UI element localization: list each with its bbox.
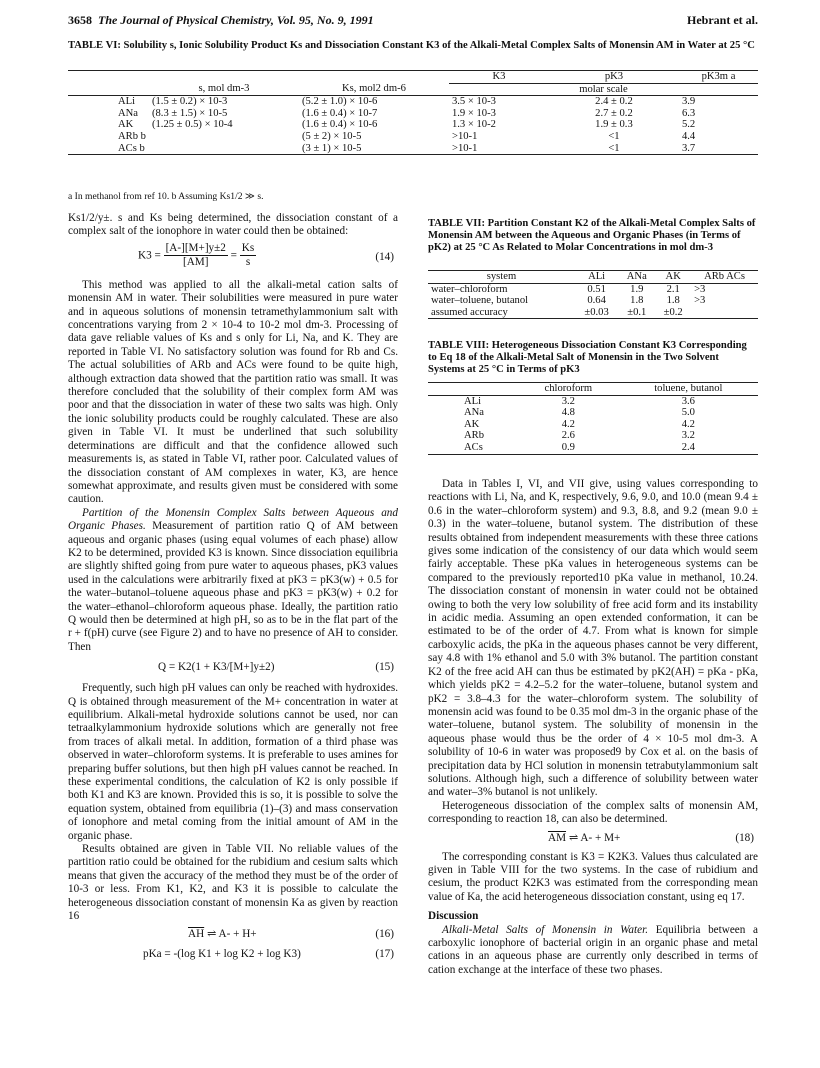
running-header (68, 14, 758, 27)
paragraph: Partition of the Monensin Complex Salts between Aqueous and Organic Phases. Measurement of partition ratio Q of AM between aqueous and organic phases (using equal volumes of each phase) allow K2 to be determined, provided K3 is known. Since dissociation equilibria are slightly shifted going from pure water to aqueous phases, pK3 values used in the calculations were arbitrarily fixed at pK3 = pK3(w) + 0.5 for the water–butanol–toluene aqueous phase and pK3 = pK3(w) + 0.2 for the water–ethanol–chloroform aqueous phase. Ideally, the partition ratio Q would then be determined at high pH, so as to be in the flat part of the r + f(pH) curve (see Figure 2) and to have no presence of AH to consider. Then (68, 506, 398, 653)
section-heading: Discussion (428, 910, 479, 923)
table7: system ALi ANa AK ARb ACs water–chloroform 0.51 1.9 2.1 >3 water–toluene, butanol 0.64 1.8 1.8 >3 assumed accuracy ±0.03 ±0.1 ±0.2 (428, 270, 758, 319)
table6-head-pk3m: pK3m a (679, 71, 758, 84)
table-row: ARb b (5 ± 2) × 10-5 >10-1 <1 4.4 (118, 130, 696, 142)
table-row: water–chloroform 0.51 1.9 2.1 >3 (431, 283, 706, 295)
paragraph: This method was applied to all the alkali-metal cation salts of monensin AM in water. Their solubilities were measured in pure water and in aqueous solutions of monensin tetramethylammonium salt with concentrations varying from 2 × 10-4 to 10-2 mol dm-3. Processing of data gave reliable values of Ks and s only for Li, Na, and K. They are reported in Table VI. No satisfactory solution was found for Rb and Cs. The actual solubilities of ARb and ACs were found to be quite high, although extraction data showed that the partition ratio was small. It was therefore concluded that the solubility of their complex form AM was poor and that the dissociation in water of these two salts was high. Only the ionic solubility products could be roughly calculated. These are also given in Table VI. It must be underlined that such solubility determinations are difficult and that the confidence allowed such measurements is, as stated in Table VI, rather poor. Calculated values of the dissociation constant of AM complexes in water, K3, are hence somewhat approximate, and results given must be considered with some caution. (68, 278, 398, 506)
table-row: ANa (8.3 ± 1.5) × 10-5 (1.6 ± 0.4) × 10-7 1.9 × 10-3 2.7 ± 0.2 6.3 (118, 107, 696, 119)
authors: Hebrant et al. (687, 13, 758, 27)
journal-name: The Journal of Physical Chemistry, Vol. 95, No. 9, 1991 (98, 13, 374, 27)
paragraph: Frequently, such high pH values can only be reached with hydroxides. Q is obtained through measurement of the M+ concentration in water at equilibrium. Alkali-metal hydroxide solutions cannot be used, nor can tetraalkylammonium hydroxide solutions which are generally not free from traces of alkali metal. In addition, formation of a third phase was observed in water–chloroform systems. It is preferable to uses amines for preparing buffer solutions, but then high pH values cannot be reached. In these experimental conditions, the calculation of K2 is only possible if both K1 and K3 are known. Provided this is so, it is possible to solve the equation system, obtained from equilibria (1)–(3) and mass conservation of ionophore and metal coming from the initial amount of AM in the organic phase. (68, 682, 398, 842)
table6-head-k3: K3 (449, 71, 549, 84)
table6-head-s: s, mol dm-3 (198, 83, 250, 95)
table6-caption: TABLE VI: Solubility s, Ionic Solubility Product Ks and Dissociation Constant K3 of the Alkali-Metal Complex Salts of Monensin AM in Water at 25 °C (68, 40, 755, 51)
table6-footnote: a In methanol from ref 10. b Assuming Ks1/2 ≫ s. (68, 191, 264, 202)
equation-15: Q = K2(1 + K3/[M+]y±2) (15) (158, 661, 394, 674)
page-number: 3658 (68, 13, 92, 27)
table-row: ANa 4.8 5.0 (464, 407, 695, 419)
table7-caption: TABLE VII: Partition Constant K2 of the Alkali-Metal Complex Salts of Monensin AM between the Aqueous and Organic Phases (in Terms of pK2) at 25 °C As Related to Molar Concentrations in mol dm-3 (428, 218, 756, 253)
paragraph: Heterogeneous dissociation of the complex salts of monensin AM, corresponding to reaction 18, can also be determined. (428, 799, 758, 826)
table-row: ACs 0.9 2.4 (428, 442, 758, 454)
paragraph: The corresponding constant is K3 = K2K3. Values thus calculated are given in Table VIII for the two systems. In the case of rubidium and cesium, the product K2K3 was estimated from the corresponding mean value of Ka, the acid heterogeneous dissociation constant, using eq 17. (428, 850, 758, 903)
table-row: assumed accuracy ±0.03 ±0.1 ±0.2 (428, 307, 758, 319)
table6-head-molar: molar scale (579, 83, 628, 95)
table-row: ARb 2.6 3.2 (464, 430, 695, 442)
table6-head-pk3: pK3 (549, 71, 679, 84)
paragraph: Alkali-Metal Salts of Monensin in Water. Equilibria between a carboxylic ionophore of bacterial origin in an organic phase and metal cations in an aqueous phase are currently only described in terms of cation exchange at the interface of these two phases. (428, 923, 758, 976)
table-row: ALi 3.2 3.6 (464, 395, 695, 407)
equation-18: $\overline{AM}$ ⇌ A- + M+ (18) (548, 831, 754, 844)
table-row: water–toluene, butanol 0.64 1.8 1.8 >3 (431, 295, 706, 307)
right-column (428, 478, 758, 977)
table6 (68, 70, 758, 155)
paragraph: Results obtained are given in Table VII. No reliable values of the partition ratio could be obtained for the rubidium and cesium salts which means that given the accuracy of the method they must be of the order of 10-3 or less. From K1, K2, and K3 it is possible to calculate the heterogeneous dissociation constant of monensin Ka as given by reaction 16 (68, 843, 398, 923)
paragraph: Ks1/2/y±. s and Ks being determined, the dissociation constant of a complex salt of the ionophore in water could then be obtained: (68, 212, 398, 238)
left-column (68, 212, 398, 968)
table-row: AK (1.25 ± 0.5) × 10-4 (1.6 ± 0.4) × 10-6 1.3 × 10-2 1.9 ± 0.3 5.2 (118, 119, 696, 131)
paragraph: Data in Tables I, VI, and VII give, using values corresponding to reactions with Li, Na, and K, respectively, 9.6, 9.0, and 10.0 (mean 9.4 ± 0.6 in the water–chloroform system) and 9.3, 8.8, and 9.2 (mean 9.0 ± 0.3) in the water–toluene, butanol system. The distribution of these results obtained from independent measurements with these three cations gives some indication of the consistency of our data which would seem fairly acceptable. These pKa values in heterogeneous systems can be compared to the previously reported10 pKa value in methanol, 10.24. The dissociation constant of monensin in water could not be obtained owing to both the very low solubility of free acid form and its instability in acidic media. Assuming an open extended conformation, it can be estimated to be of the order of 4.7. From what is known for simple carboxylic acids, the pKa in the aqueous phases cannot be very different, say 4.8 with 1% ethanol and 5.0 with 3% butanol. The partition constant K2 of the free acid AH can thus be estimated by pK2(AH) = pKa - pKa, which yields pK2 = 4.2–5.2 for the water–toluene, butanol system and pK2 = 3.8–4.3 for the water–chloroform system. The solubility of monensin acid was found to be 0.35 mol dm-3 in the organic phase of the water–toluene, butanol system. The solubility of monensin in the aqueous phase would thus be the order of 4 × 10-5 mol dm-3. A solubility of 10-6 in water was proposed9 by Cox et al. on the basis of precipitation data by HCl solution in monensin tetrabutylammonium salt solutions. Although high, such a difference of solubility between water and water–3% butanol is not unlikely. (428, 478, 758, 799)
table8-caption: TABLE VIII: Heterogeneous Dissociation Constant K3 Corresponding to Eq 18 of the Alkali-Metal Salt of Monensin in the Two Solvent Systems at 25 °C in Terms of pK3 (428, 340, 747, 375)
equation-14: K3 = $\frac{[A-][M+]y\pm 2}{[AM]}$ = $\frac{Ks}{s}$ (14) (138, 241, 394, 269)
table-row: ALi (1.5 ± 0.2) × 10-3 (5.2 ± 1.0) × 10-6 3.5 × 10-3 2.4 ± 0.2 3.9 (118, 96, 696, 108)
table8: chloroform toluene, butanol ALi 3.2 3.6 ANa 4.8 5.0 AK 4.2 4.2 ARb 2.6 3.2 ACs 0.9 2.4 (428, 382, 758, 455)
equation-17: pKa = -(log K1 + log K2 + log K3) (17) (143, 947, 394, 960)
equation-16: $\overline{AH}$ ⇌ A- + H+ (16) (188, 927, 394, 940)
table6-head-ks: Ks, mol2 dm-6 (342, 83, 406, 95)
table-row: AK 4.2 4.2 (464, 418, 695, 430)
table-row: ACs b (3 ± 1) × 10-5 >10-1 <1 3.7 (68, 143, 758, 155)
